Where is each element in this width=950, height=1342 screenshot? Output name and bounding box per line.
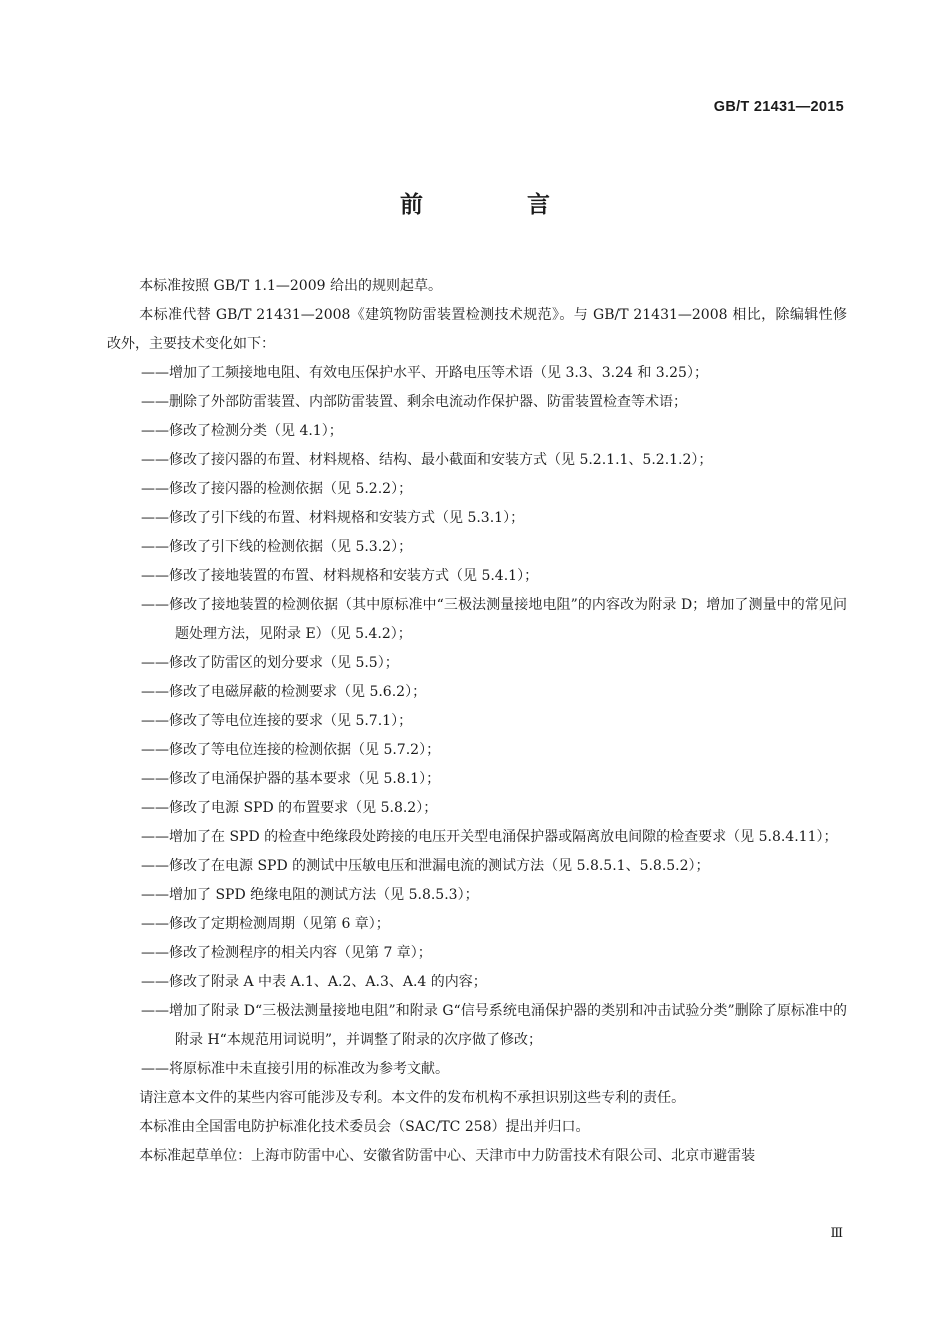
list-item: ——修改了检测程序的相关内容（见第 7 章）； — [141, 945, 432, 961]
list-item: ——修改了在电源 SPD 的测试中压敏电压和泄漏电流的测试方法（见 5.8.5.1、5.8.5.2）； — [141, 858, 710, 874]
list-item: ——将原标准中未直接引用的标准改为参考文献。 — [141, 1061, 449, 1077]
list-item: ——修改了接闪器的检测依据（见 5.2.2）； — [141, 481, 413, 497]
list-item: ——修改了定期检测周期（见第 6 章）； — [141, 916, 390, 932]
list-item: ——修改了等电位连接的检测依据（见 5.7.2）； — [141, 742, 441, 758]
list-item: ——修改了接地装置的布置、材料规格和安装方式（见 5.4.1）； — [141, 568, 539, 584]
list-item: ——修改了电源 SPD 的布置要求（见 5.8.2）； — [141, 800, 438, 816]
paragraph: 本标准代替 GB/T 21431—2008《建筑物防雷装置检测技术规范》。与 GB/T 21431—2008 相比，除编辑性修改外，主要技术变化如下： — [107, 307, 847, 352]
list-item: ——增加了附录 D“三极法测量接地电阻”和附录 G“信号系统电涌保护器的类别和冲击试验分类”删除了原标准中的附录 H“本规范用词说明”，并调整了附录的次序做了修改； — [141, 1003, 847, 1048]
list-item: ——增加了 SPD 绝缘电阻的测试方法（见 5.8.5.3）； — [141, 887, 479, 903]
list-item: ——修改了接地装置的检测依据（其中原标准中“三极法测量接地电阻”的内容改为附录 D；增加了测量中的常见问题处理方法，见附录 E）（见 5.4.2）； — [141, 597, 847, 642]
section-title: 前 言 — [399, 192, 598, 218]
list-item: ——增加了工频接地电阻、有效电压保护水平、开路电压等术语（见 3.3、3.24 和 3.25）； — [141, 365, 708, 381]
changes-list — [107, 359, 847, 1084]
list-item: ——修改了引下线的布置、材料规格和安装方式（见 5.3.1）； — [141, 510, 525, 526]
list-item: ——修改了电涌保护器的基本要求（见 5.8.1）； — [141, 771, 441, 787]
list-item: ——修改了附录 A 中表 A.1、A.2、A.3、A.4 的内容； — [141, 974, 487, 990]
list-item: ——修改了电磁屏蔽的检测要求（见 5.6.2）； — [141, 684, 427, 700]
document-code: GB/T 21431—2015 — [713, 99, 844, 115]
paragraph: 本标准起草单位：上海市防雷中心、安徽省防雷中心、天津市中力防雷技术有限公司、北京市避雷装 — [139, 1148, 756, 1164]
list-item: ——删除了外部防雷装置、内部防雷装置、剩余电流动作保护器、防雷装置检查等术语； — [141, 394, 687, 410]
list-item: ——增加了在 SPD 的检查中绝缘段处跨接的电压开关型电涌保护器或隔离放电间隙的检查要求（见 5.8.4.11）； — [141, 829, 838, 845]
list-item: ——修改了引下线的检测依据（见 5.3.2）； — [141, 539, 413, 555]
list-item: ——修改了接闪器的布置、材料规格、结构、最小截面和安装方式（见 5.2.1.1、5.2.1.2）； — [141, 452, 713, 468]
list-item: ——修改了检测分类（见 4.1）； — [141, 423, 343, 439]
list-item: ——修改了防雷区的划分要求（见 5.5）； — [141, 655, 399, 671]
foreword-body — [107, 272, 847, 1171]
paragraph: 本标准由全国雷电防护标准化技术委员会（SAC/TC 258）提出并归口。 — [139, 1119, 590, 1135]
list-item: ——修改了等电位连接的要求（见 5.7.1）； — [141, 713, 413, 729]
page-number: Ⅲ — [830, 1226, 843, 1241]
paragraph: 请注意本文件的某些内容可能涉及专利。本文件的发布机构不承担识别这些专利的责任。 — [139, 1090, 686, 1106]
paragraph: 本标准按照 GB/T 1.1—2009 给出的规则起草。 — [139, 278, 442, 294]
